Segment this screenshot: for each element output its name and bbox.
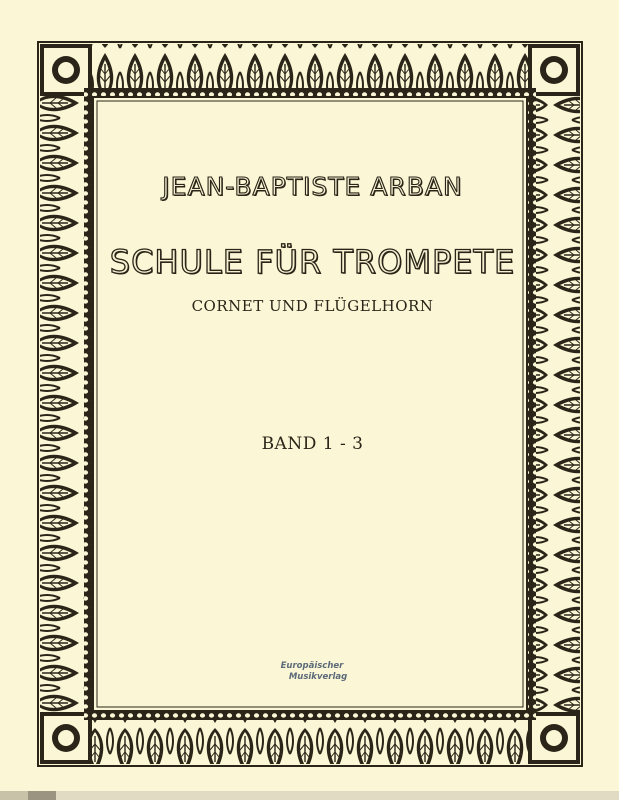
composer-name: JEAN-BAPTISTE ARBAN [162, 172, 463, 201]
publisher-logo [262, 661, 362, 683]
publisher-logo-line1: Europäischer [280, 661, 344, 671]
book-title: SCHULE FÜR TROMPETE [109, 243, 516, 281]
volume-label: BAND 1 - 3 [261, 434, 364, 454]
book-subtitle: CORNET UND FLÜGELHORN [191, 297, 434, 315]
bottom-edge-strip [0, 789, 619, 800]
publisher-logo-line2: Musikverlag [288, 672, 348, 682]
